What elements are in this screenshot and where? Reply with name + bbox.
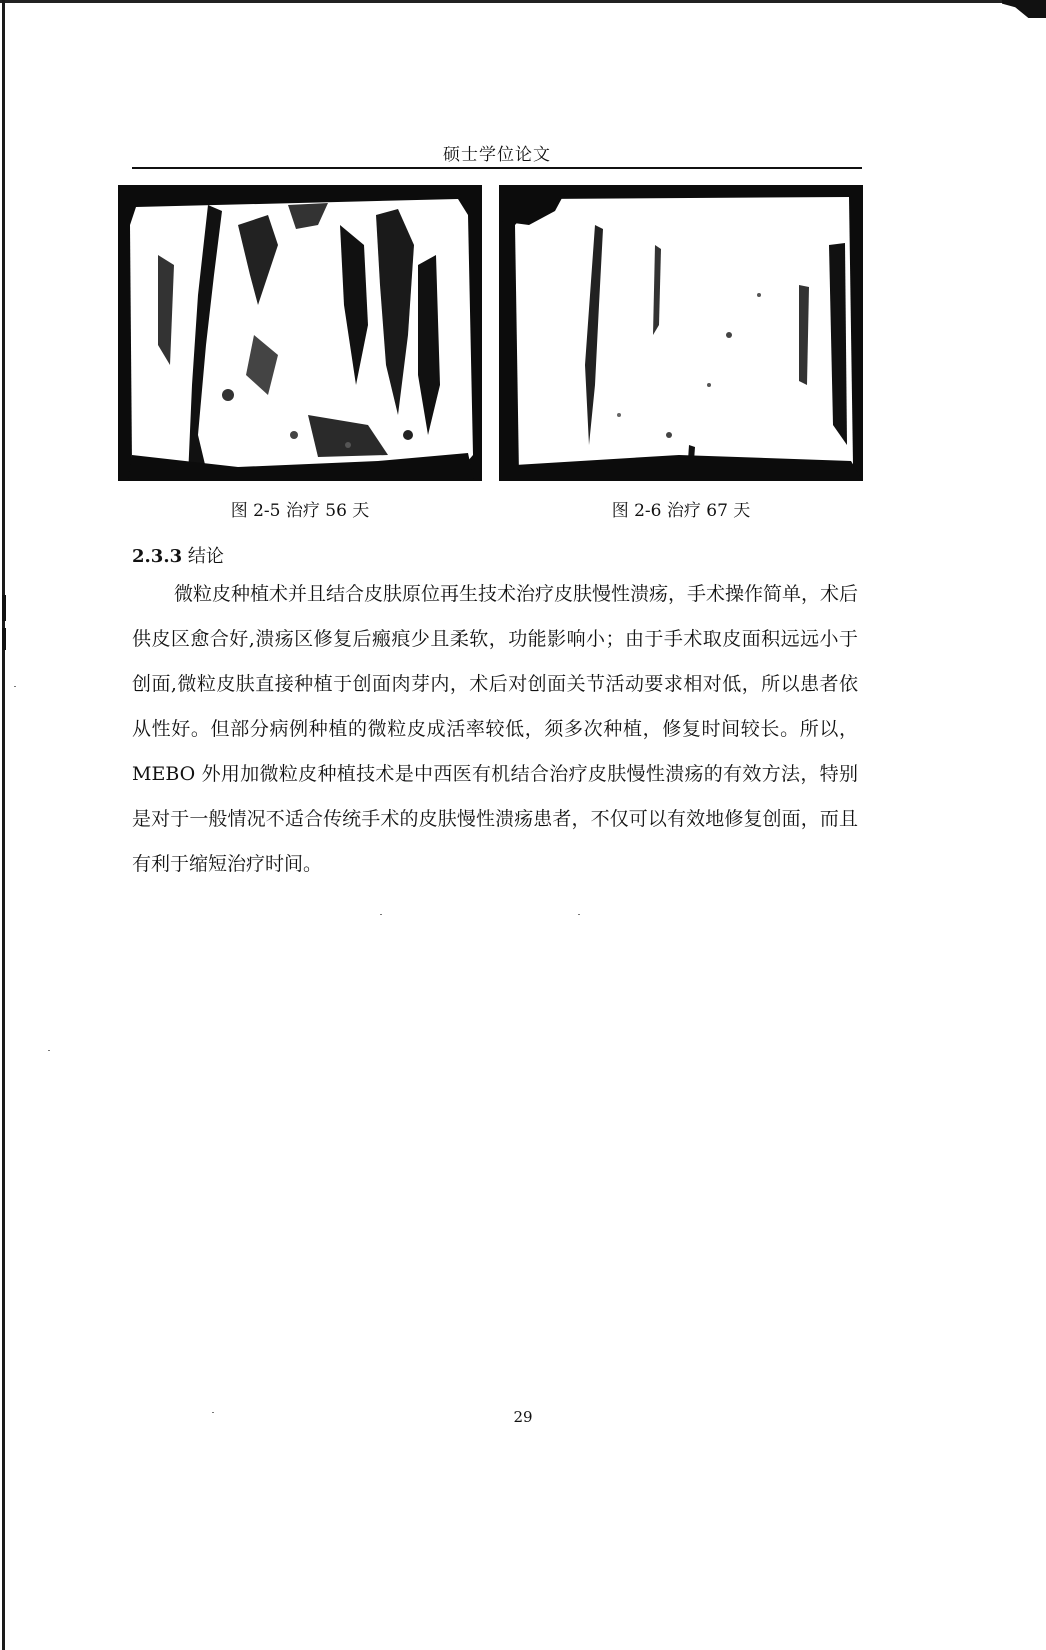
- scan-edge-top: [0, 0, 1046, 5]
- running-header: 硕士学位论文: [443, 145, 551, 165]
- figure-2-6-caption: 图 2-6 治疗 67 天: [611, 501, 751, 521]
- scan-speck: [14, 686, 16, 687]
- figure-2-5-photo: [118, 185, 482, 481]
- clinical-photo-left: [118, 185, 482, 481]
- clinical-photo-right: [499, 185, 863, 481]
- section-heading: [132, 542, 224, 568]
- scan-corner-mark: [1002, 0, 1046, 18]
- section-number: 2.3.3: [132, 546, 183, 567]
- scan-edge-left: [2, 0, 5, 1650]
- figure-2-6-photo: [499, 185, 863, 481]
- conclusion-paragraph: 微粒皮种植术并且结合皮肤原位再生技术治疗皮肤慢性溃疡，手术操作简单，术后供皮区愈合好,溃疡区修复后瘢痕少且柔软，功能影响小；由于手术取皮面积远远小于创面,微粒皮肤直接种植于创面肉芽内，术后对创面关节活动要求相对低，所以患者依从性好。但部分病例种植的微粒皮成活率较低，须多次种植，修复时间较长。所以，MEBO 外用加微粒皮种植技术是中西医有机结合治疗皮肤慢性溃疡的有效方法，特别是对于一般情况不适合传统手术的皮肤慢性溃疡患者，不仅可以有效地修复创面，而且有利于缩短治疗时间。: [132, 583, 859, 875]
- scan-speck: [48, 1050, 50, 1051]
- scan-speck: [380, 914, 382, 915]
- header-rule: [132, 167, 862, 169]
- figure-2-5-caption: 图 2-5 治疗 56 天: [230, 501, 370, 521]
- scan-speck: [578, 914, 580, 915]
- page-number: 29: [513, 1408, 533, 1426]
- scan-margin-mark: [2, 595, 6, 621]
- section-title: 结论: [187, 546, 224, 567]
- scan-margin-mark: [2, 628, 6, 650]
